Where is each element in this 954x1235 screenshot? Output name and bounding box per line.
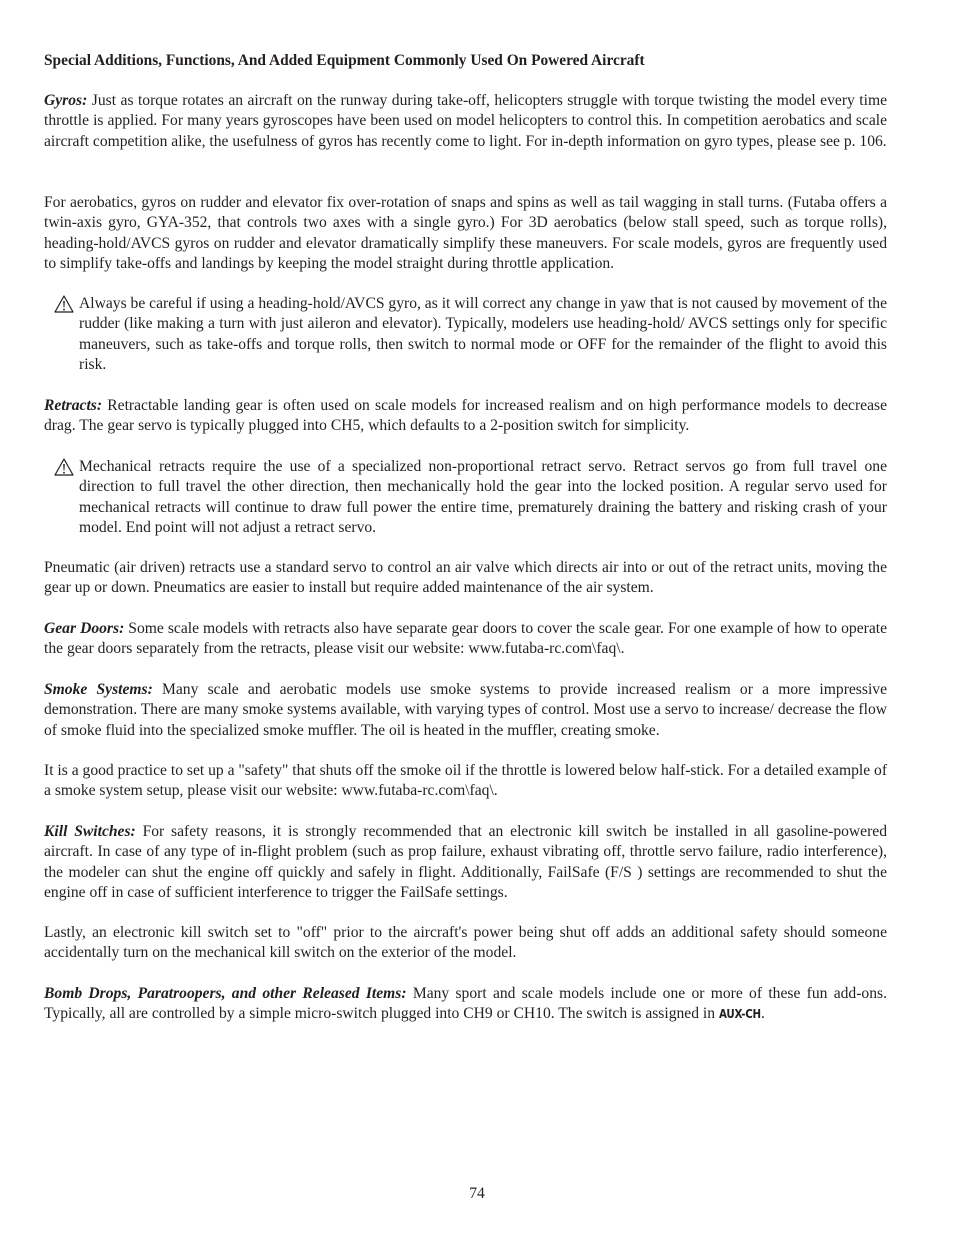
gyros-text: Just as torque rotates an aircraft on the runway during take-off, helicopters struggle with torque twisting the model every time throttle is applied. For many years gyroscopes have been used on model helicopters to control this. In competition aerobatics and scale aircraft competition alike, the usefulness of gyros has recently come to light. For in-depth information on gyro types, please see p. 106. (44, 92, 887, 150)
smoke-lead: Smoke Systems: (44, 681, 153, 698)
bomb-lead: Bomb Drops, Paratroopers, and other Released Items: (44, 985, 407, 1002)
gear-doors-text: Some scale models with retracts also have separate gear doors to cover the scale gear. For one example of how to operate the gear doors separately from the retracts, please visit our website: www.futaba-rc.com\faq\. (44, 620, 887, 658)
kill-text: For safety reasons, it is strongly recommended that an electronic kill switch be installed in all gasoline-powered aircraft. In case of any type of in-flight problem (such as prop failure, exhaust vibrating off, throttle servo failure, radio interference), the modeler can shut the engine off quickly and safely in flight. Additionally, FailSafe (F/S ) settings are recommended to shut the engine off in case of sufficient interference to trigger the FailSafe settings. (44, 823, 888, 901)
kill-lead: Kill Switches: (44, 823, 136, 840)
gear-doors-lead: Gear Doors: (44, 620, 125, 637)
gyros-lead: Gyros: (44, 92, 88, 109)
retract-warning (54, 457, 887, 538)
retracts-lead: Retracts: (44, 397, 103, 414)
retracts-text: Retractable landing gear is often used on scale models for increased realism and on high performance models to decrease drag. The gear servo is typically plugged into CH5, which defaults to a 2-position switch for simplicity. (44, 397, 887, 435)
bomb-paragraph (44, 984, 887, 1025)
retract-warning-text: Mechanical retracts require the use of a specialized non-proportional retract servo. Retract servos go from full travel one direction to full travel the other direction, then mechanically hold the gear into the locked position. A regular servo used for mechanical retracts will continue to draw full power the entire time, prematurely draining the battery and risking crash of your model. End point will not adjust a retract servo. (79, 458, 887, 536)
warning-icon (54, 295, 74, 313)
gyros-paragraph (44, 91, 887, 152)
section-heading: Special Additions, Functions, And Added Equipment Commonly Used On Powered Aircraft (44, 52, 645, 69)
page-number: 74 (469, 1185, 485, 1202)
bomb-text: Many sport and scale models include one or more of these fun add-ons. Typically, all are controlled by a simple micro-switch plugged into CH9 or CH10. The switch is assigned in (44, 985, 887, 1023)
aux-ch-label: AUX-CH (718, 1006, 761, 1022)
smoke-paragraph (44, 680, 887, 741)
bomb-end: . (761, 1005, 765, 1023)
lastly-paragraph: Lastly, an electronic kill switch set to "off" prior to the aircraft's power being shut off adds an additional safety should someone accidentally turn on the mechanical kill switch on the exterior of the model. (44, 924, 887, 962)
gear-doors-paragraph (44, 619, 887, 660)
gyro-warning (54, 294, 887, 375)
gyro-warning-text: Always be careful if using a heading-hold/AVCS gyro, as it will correct any change in yaw that is not caused by movement of the rudder (like making a turn with just aileron and elevator). Typically, modelers use heading-hold/ AVCS settings only for specific maneuvers, such as take-offs and torque rolls, then switch to normal mode or OFF for the remainder of the flight to avoid this risk. (79, 295, 887, 373)
safety-paragraph: It is a good practice to set up a "safety" that shuts off the smoke oil if the throttle is lowered below half-stick. For a detailed example of a smoke system setup, please visit our website: www.futaba-rc.com\faq\. (44, 762, 888, 800)
kill-paragraph (44, 822, 887, 903)
retracts-paragraph (44, 396, 887, 437)
smoke-text: Many scale and aerobatic models use smoke systems to provide increased realism or a more impressive demonstration. There are many smoke systems available, with varying types of control. Most use a servo to increase/ decrease the flow of smoke fluid into the specialized smoke muffler. The oil is heated in the muffler, creating smoke. (44, 681, 887, 739)
warning-icon (54, 458, 74, 476)
aerobatics-paragraph: For aerobatics, gyros on rudder and elevator fix over-rotation of snaps and spins as well as tail wagging in stall turns. (Futaba offers a twin-axis gyro, GYA-352, that controls two axes with a single gyro.) For 3D aerobatics (below stall speed, such as torque rolls), heading-hold/AVCS gyros on rudder and elevator dramatically simplify these maneuvers. For scale models, gyros are frequently used to simplify take-offs and landings by keeping the model straight during throttle application. (44, 194, 887, 272)
pneumatic-paragraph: Pneumatic (air driven) retracts use a standard servo to control an air valve which directs air into or out of the retract units, moving the gear up or down. Pneumatics are easier to install but require added maintenance of the air system. (44, 559, 887, 597)
